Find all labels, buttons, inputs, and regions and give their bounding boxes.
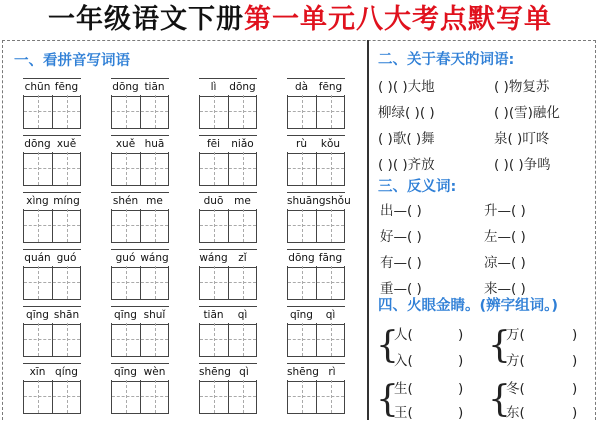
spring-word-5: ( )歌( )舞 [378, 131, 435, 147]
pinyin-cell [199, 135, 257, 187]
pinyin-cell [199, 78, 257, 130]
pinyin-syllable: qīng [114, 309, 137, 321]
char-pair-1b: 入( [394, 353, 413, 369]
page-title [0, 2, 600, 38]
pinyin-cell [287, 363, 345, 415]
pinyin-cell [199, 363, 257, 415]
pinyin-cell [287, 249, 345, 301]
pinyin-cell [23, 135, 81, 187]
pinyin-syllable: qīng [290, 309, 313, 321]
writing-box[interactable] [23, 266, 81, 300]
pinyin-syllable: shuāng [287, 195, 326, 207]
pinyin-cell [111, 363, 169, 415]
pinyin-cell [111, 78, 169, 130]
pinyin-syllable: fēi [206, 138, 221, 150]
pinyin-syllable: qīng [114, 366, 137, 378]
antonym-2: 升—( ) [484, 203, 526, 219]
pinyin-syllable: dōng [24, 138, 51, 150]
paren-close-1a: ) [458, 327, 464, 343]
pinyin-cell [199, 192, 257, 244]
pinyin-syllable: quán [24, 252, 51, 264]
antonym-4: 左—( ) [484, 229, 526, 245]
writing-box[interactable] [111, 95, 169, 129]
pinyin-syllable: chūn [24, 81, 51, 93]
pinyin-cell [199, 306, 257, 358]
pinyin-syllable: huā [144, 138, 165, 150]
spring-word-6: 泉( )叮咚 [494, 131, 550, 147]
antonym-6: 凉—( ) [484, 255, 526, 271]
pinyin-syllable: shén [112, 195, 139, 207]
pinyin-syllable: rì [328, 366, 336, 378]
brace-left-2: { [376, 379, 399, 420]
title-unit: 第一单元八大考点默写单 [244, 4, 552, 35]
paren-close-4b: ) [572, 405, 578, 421]
spring-word-8: ( )( )争鸣 [494, 157, 551, 173]
writing-box[interactable] [199, 380, 257, 414]
paren-close-4a: ) [572, 381, 578, 397]
pinyin-syllable: fāng [318, 252, 343, 264]
pinyin-syllable: dà [294, 81, 309, 93]
section2-title: 二、关于春天的词语: [378, 52, 515, 68]
writing-box[interactable] [199, 266, 257, 300]
pinyin-syllable: dōng [229, 81, 256, 93]
writing-box[interactable] [287, 380, 345, 414]
paren-close-3b: ) [458, 405, 464, 421]
char-pair-4a: 冬( [506, 381, 525, 397]
pinyin-syllable: kǒu [320, 138, 341, 150]
pinyin-cell [23, 249, 81, 301]
pinyin-syllable: me [234, 195, 251, 207]
writing-box[interactable] [287, 323, 345, 357]
writing-box[interactable] [287, 209, 345, 243]
pinyin-cell [23, 363, 81, 415]
brace-left-1: { [376, 325, 399, 366]
pinyin-syllable: míng [53, 195, 80, 207]
writing-box[interactable] [111, 152, 169, 186]
pinyin-syllable: shēng [199, 366, 231, 378]
writing-box[interactable] [287, 95, 345, 129]
spring-word-2: ( )物复苏 [494, 79, 550, 95]
brace-right-1: { [488, 325, 511, 366]
brace-right-2: { [488, 379, 511, 420]
title-grade: 一年级语文下册 [48, 4, 244, 35]
pinyin-cell [287, 306, 345, 358]
pinyin-syllable: wáng [140, 252, 169, 264]
pinyin-syllable: niǎo [231, 138, 254, 150]
pinyin-syllable: wáng [199, 252, 228, 264]
pinyin-syllable: guó [115, 252, 136, 264]
pinyin-syllable: qì [325, 309, 336, 321]
pinyin-syllable: tiān [203, 309, 224, 321]
pinyin-cell [199, 249, 257, 301]
pinyin-cell [111, 192, 169, 244]
writing-box[interactable] [23, 152, 81, 186]
writing-box[interactable] [287, 152, 345, 186]
pinyin-syllable: shuǐ [143, 309, 166, 321]
pinyin-syllable: xuě [56, 138, 77, 150]
pinyin-cell [287, 192, 351, 244]
char-pair-3a: 生( [394, 381, 413, 397]
char-pair-2b: 方( [506, 353, 525, 369]
writing-box[interactable] [199, 209, 257, 243]
pinyin-cell [111, 306, 169, 358]
column-divider [367, 40, 369, 420]
pinyin-syllable: fēng [318, 81, 343, 93]
spring-word-3: 柳绿( )( ) [378, 105, 435, 121]
spring-word-1: ( )( )大地 [378, 79, 435, 95]
paren-close-2b: ) [572, 353, 578, 369]
pinyin-syllable: qì [239, 366, 249, 378]
antonym-7: 重—( ) [380, 281, 422, 297]
section3-title: 三、反义词: [378, 179, 457, 195]
section1-title: 一、看拼音写词语 [14, 53, 130, 69]
pinyin-syllable: lì [210, 81, 217, 93]
paren-close-3a: ) [458, 381, 464, 397]
writing-box[interactable] [23, 323, 81, 357]
pinyin-syllable: rù [296, 138, 307, 150]
section4-title: 四、火眼金睛。(辨字组词。) [378, 298, 559, 314]
antonym-8: 来—( ) [484, 281, 526, 297]
pinyin-syllable: shān [53, 309, 80, 321]
pinyin-syllable: qíng [55, 366, 78, 378]
writing-box[interactable] [111, 266, 169, 300]
pinyin-syllable: shǒu [325, 195, 351, 207]
antonym-1: 出—( ) [380, 203, 422, 219]
pinyin-syllable: qīng [26, 309, 49, 321]
spring-word-4: ( )(雪)融化 [494, 105, 560, 121]
writing-box[interactable] [287, 266, 345, 300]
pinyin-cell [287, 78, 345, 130]
antonym-5: 有—( ) [380, 255, 422, 271]
pinyin-cell [111, 135, 169, 187]
writing-box[interactable] [23, 209, 81, 243]
paren-close-1b: ) [458, 353, 464, 369]
pinyin-syllable: wèn [143, 366, 166, 378]
writing-box[interactable] [23, 95, 81, 129]
pinyin-syllable: qì [237, 309, 248, 321]
pinyin-syllable: tiān [144, 81, 165, 93]
pinyin-syllable: shēng [287, 366, 319, 378]
pinyin-syllable: xìng [26, 195, 49, 207]
writing-box[interactable] [111, 209, 169, 243]
writing-box[interactable] [23, 380, 81, 414]
pinyin-syllable: xīn [29, 366, 46, 378]
char-pair-4b: 东( [506, 405, 525, 421]
pinyin-cell [23, 78, 81, 130]
pinyin-cell [23, 306, 81, 358]
pinyin-syllable: dōng [288, 252, 315, 264]
char-pair-2a: 万( [506, 327, 525, 343]
writing-box[interactable] [199, 323, 257, 357]
pinyin-syllable: duō [203, 195, 224, 207]
writing-box[interactable] [111, 380, 169, 414]
spring-word-7: ( )( )齐放 [378, 157, 435, 173]
pinyin-syllable: guó [56, 252, 77, 264]
pinyin-cell [111, 249, 169, 301]
paren-close-2a: ) [572, 327, 578, 343]
pinyin-syllable: me [146, 195, 163, 207]
pinyin-syllable: xuě [115, 138, 136, 150]
pinyin-cell [287, 135, 345, 187]
char-pair-1a: 人( [394, 327, 413, 343]
writing-box[interactable] [111, 323, 169, 357]
pinyin-syllable: fēng [54, 81, 79, 93]
pinyin-syllable: zǐ [238, 252, 247, 264]
writing-box[interactable] [199, 95, 257, 129]
char-pair-3b: 王( [394, 405, 413, 421]
antonym-3: 好—( ) [380, 229, 422, 245]
pinyin-syllable: dōng [112, 81, 139, 93]
pinyin-cell [23, 192, 81, 244]
writing-box[interactable] [199, 152, 257, 186]
